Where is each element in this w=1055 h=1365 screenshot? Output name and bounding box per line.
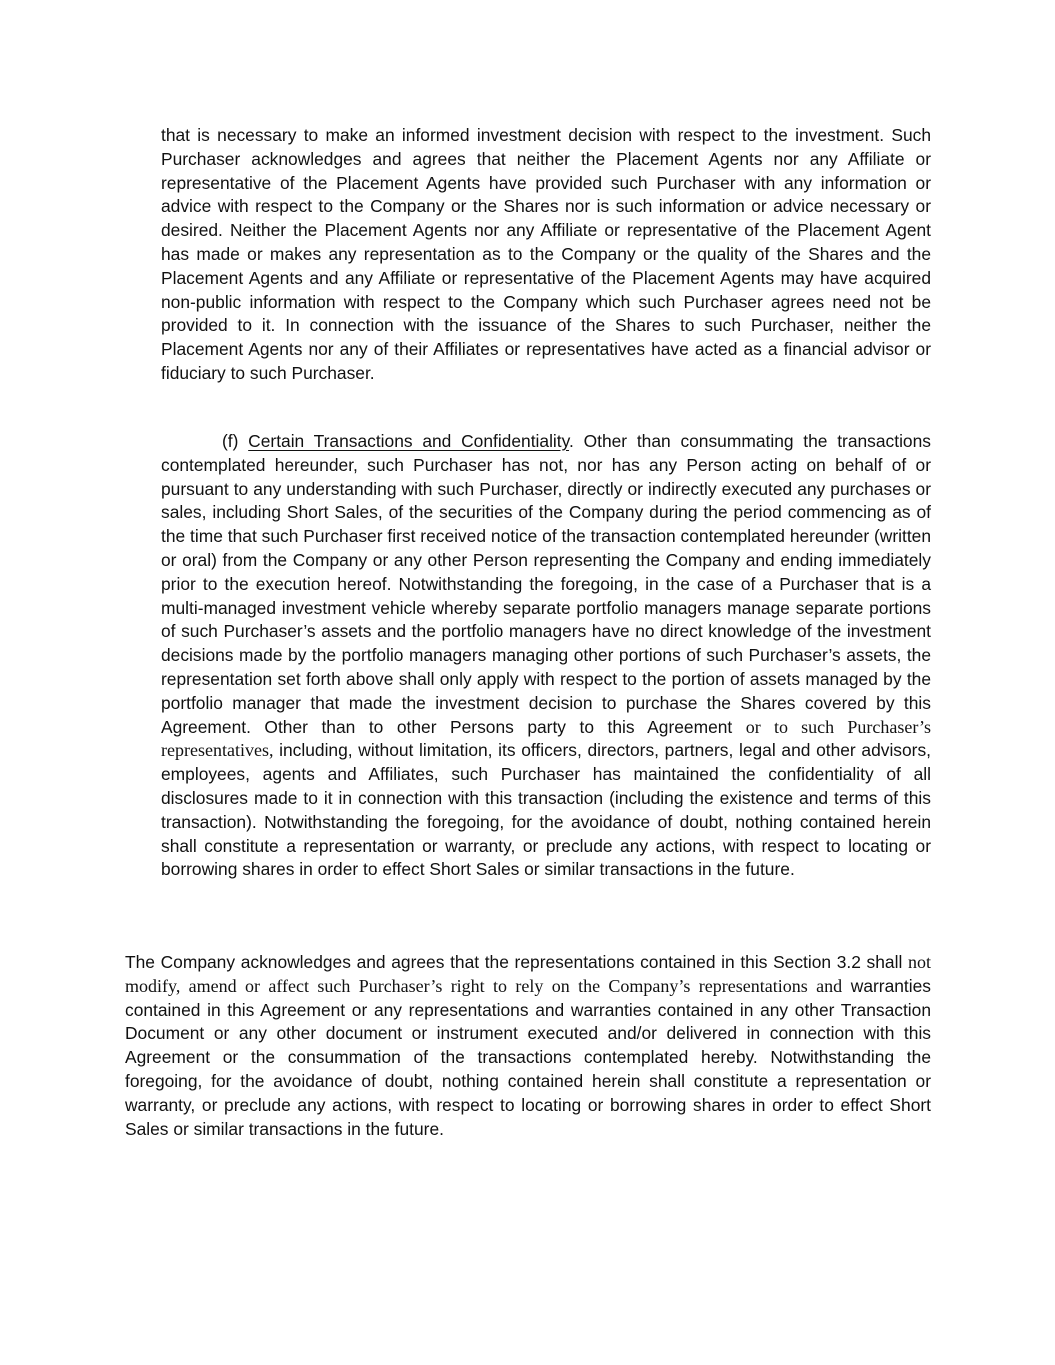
closing-part1: The Company acknowledges and agrees that the representations contained in this Section 3.2 shall <box>125 952 908 972</box>
section-f-body-serif: or to such Purchaser’s representatives, <box>161 716 931 761</box>
section-f-heading: Certain Transactions and Confidentiality <box>248 431 570 451</box>
section-f-number: (f) <box>222 431 239 451</box>
section-f-body-part1: . Other than consummating the transactions contemplated hereunder, such Purchaser has not, nor has any Person acting on behalf of or pursuant to any understanding with such Purchaser, directly or indirectly executed any purchases or sales, including Short Sales, of the securities of the Company during the period commencing as of the time that such Purchaser first received notice of the transaction contemplated hereunder (written or oral) from the Company or any other Person representing the Company and ending immediately prior to the execution hereof. Notwithstanding the foregoing, in the case of a Purchaser that is a multi-managed investment vehicle whereby separate portfolio managers manage separate portions of such Purchaser’s assets and the portfolio managers have no direct knowledge of the investment decisions made by the portfolio managers managing other portions of such Purchaser’s assets, the representation set forth above shall only apply with respect to the portion of assets managed by the portfolio manager that made the investment decision to purchase the Shares covered by this Agreement. Other than to other Persons party to this Agreement <box>161 431 931 737</box>
closing-part2: warranties contained in this Agreement or any representations and warranties contained in any other Transaction Document or any other document or instrument executed and/or delivered in connection with this Agreement or the consummation of the transactions contemplated hereby. Notwithstanding the foregoing, for the avoidance of doubt, nothing contained herein shall constitute a representation or warranty, or preclude any actions, with respect to locating or borrowing shares in order to effect Short Sales or similar transactions in the future. <box>125 975 931 1139</box>
section-f-body-part2: including, without limitation, its officers, directors, partners, legal and other advisors, employees, agents and Affiliates, such Purchaser has maintained the confidentiality of all disclosures made to it in connection with this transaction (including the existence and terms of this transaction). Notwithstanding the foregoing, for the avoidance of doubt, nothing contained herein shall constitute a representation or warranty, or preclude any actions, with respect to locating or borrowing shares in order to effect Short Sales or similar transactions in the future. <box>161 740 931 880</box>
closing-serif: not modify, amend or affect such Purchaser’s right to rely on the Company’s representations and <box>125 952 931 996</box>
closing-paragraph <box>125 951 931 1141</box>
section-f-paragraph <box>161 430 931 882</box>
paragraph-continuation: that is necessary to make an informed investment decision with respect to the investment. Such Purchaser acknowledges and agrees that neither the Placement Agents nor any Affiliate or representative of the Placement Agents have provided such Purchaser with any information or advice with respect to the Company or the Shares nor is such information or advice necessary or desired. Neither the Placement Agents nor any Affiliate or representative of the Placement Agent has made or makes any representation as to the Company or the quality of the Shares and the Placement Agents and any Affiliate or representative of the Placement Agents may have acquired non-public information with respect to the Company which such Purchaser agrees need not be provided to it. In connection with the issuance of the Shares to such Purchaser, neither the Placement Agents nor any of their Affiliates or representatives have acted as a financial advisor or fiduciary to such Purchaser. <box>161 125 931 383</box>
